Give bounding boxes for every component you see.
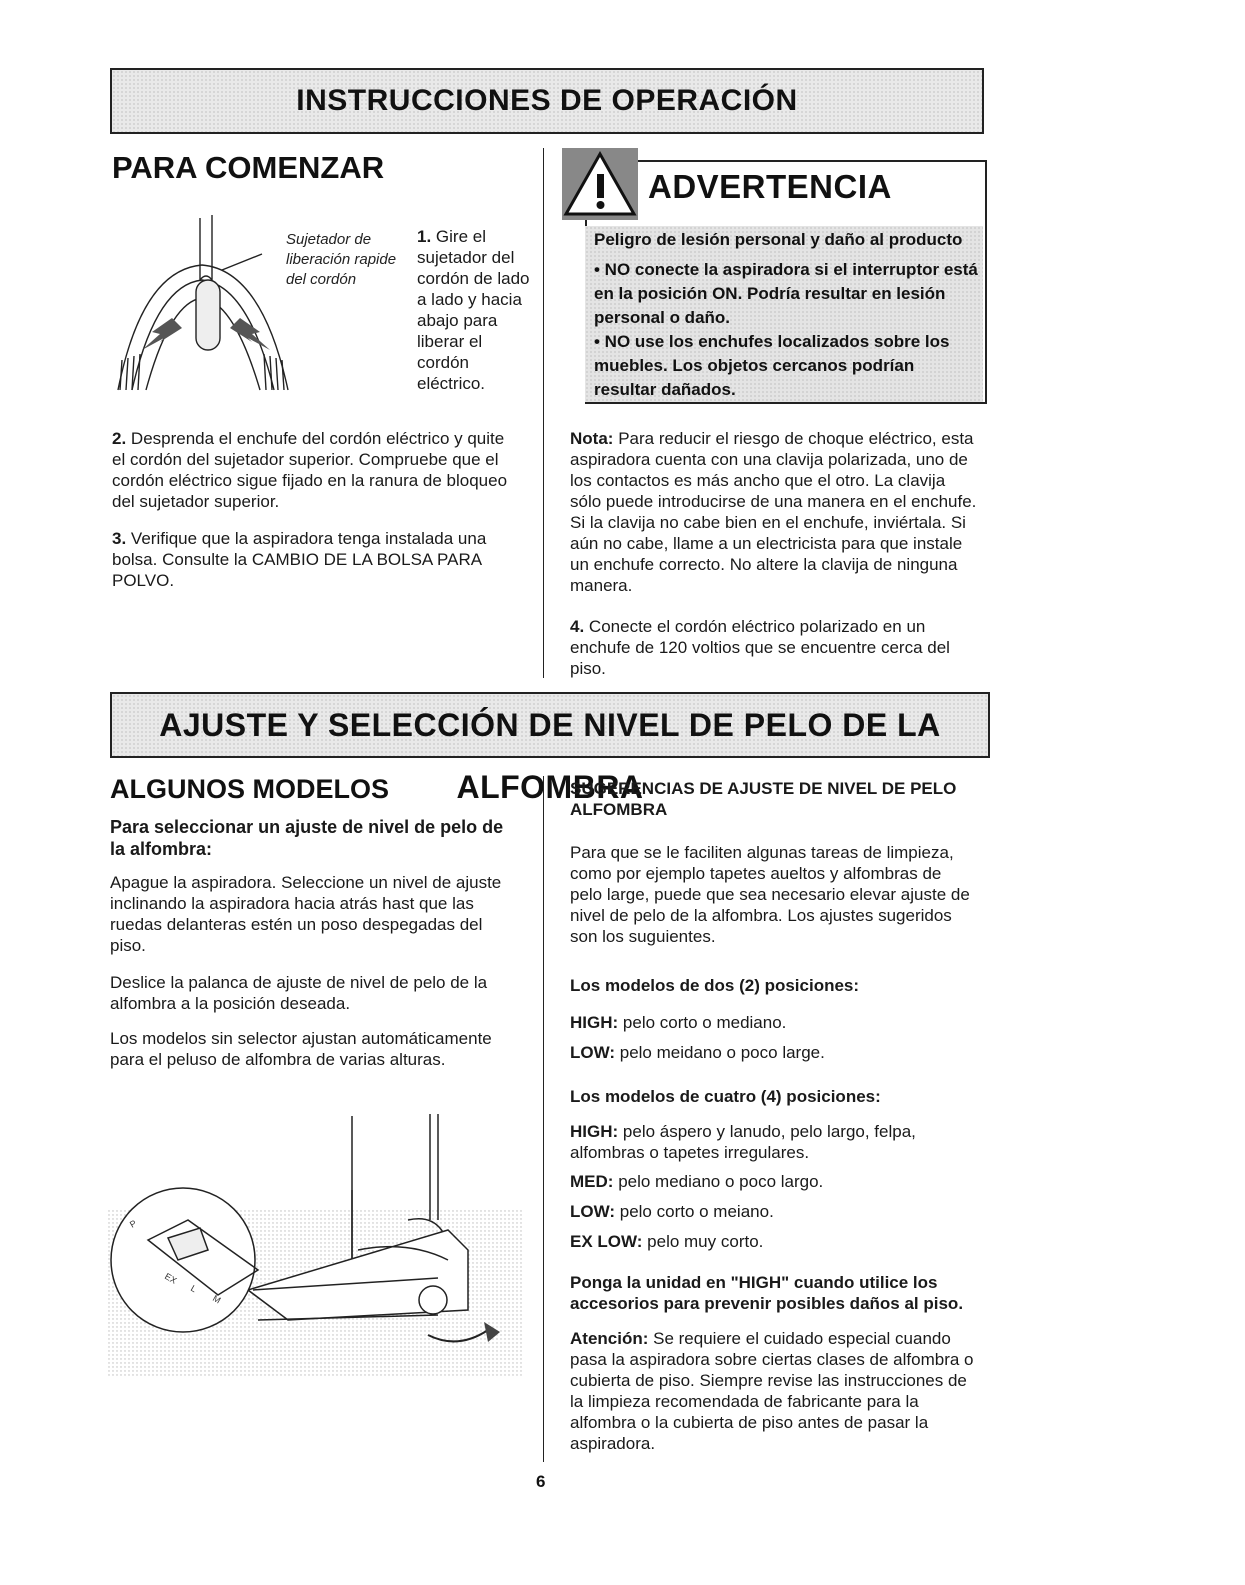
algunos-paragraph-2: Deslice la palanca de ajuste de nivel de pelo de la alfombra a la posición deseada. (110, 973, 488, 1013)
high-accessories-note: Ponga la unidad en "HIGH" cuando utilice los accesorios para prevenir posibles daños al piso. (570, 1273, 964, 1313)
four-positions-low (570, 1201, 978, 1222)
svg-text:EX: EX (163, 1271, 179, 1286)
warning-bullet-1: • NO conecte la aspiradora si el interruptor está en la posición ON. Podría resultar en lesión personal o daño. (594, 260, 978, 327)
svg-text:M: M (211, 1293, 223, 1306)
svg-text:L: L (189, 1283, 199, 1295)
two-positions-low (570, 1042, 978, 1063)
step-4 (570, 616, 978, 679)
four-positions-exlow (570, 1231, 978, 1252)
page-number: 6 (536, 1472, 546, 1491)
atencion-label: Atención: (570, 1329, 649, 1348)
section-banner-operacion: INSTRUCCIONES DE OPERACIÓN (110, 68, 984, 134)
column-divider-top (543, 148, 544, 678)
four-high-label: HIGH: (570, 1122, 619, 1141)
two-positions-heading: Los modelos de dos (2) posiciones: (570, 976, 860, 995)
step-4-text: Conecte el cordón eléctrico polarizado en un enchufe de 120 voltios que se encuentre cerca del piso. (570, 617, 950, 678)
cord-clip-caption: Sujetador de liberación rapide del cordón (286, 231, 397, 288)
step-3-number: 3. (112, 529, 127, 548)
four-low-text: pelo corto o meiano. (619, 1202, 774, 1221)
column-divider-bottom (543, 776, 544, 1462)
sugerencias-heading: SUGERENCIAS DE AJUSTE DE NIVEL DE PELO ALFOMBRA (570, 779, 957, 819)
warning-title: ADVERTENCIA (648, 168, 892, 205)
nota-label: Nota: (570, 429, 614, 448)
cord-release-illustration (112, 210, 292, 400)
step-1 (417, 226, 532, 394)
step-3-text: Verifique que la aspiradora tenga instalada una bolsa. Consulte la CAMBIO DE LA BOLSA PARA POLVO. (112, 529, 487, 590)
warning-bullet-2: • NO use los enchufes localizados sobre los muebles. Los objetos cercanos podrían resultar dañados. (594, 332, 950, 399)
four-positions-high (570, 1121, 982, 1163)
algunos-paragraph-1: Apague la aspiradora. Seleccione un nivel de ajuste inclinando la aspiradora hacia atrás hast que las ruedas delanteras estén un poso despegadas del piso. (110, 873, 502, 955)
nota-text: Para reducir el riesgo de choque eléctrico, esta aspiradora cuenta con una clavija polarizada, uno de los contactos es más ancho que el otro. La clavija sólo puede introducirse de una manera en el enchufe. Si la clavija no cabe bien en el enchufe, inviértala. Si aún no cabe, llame a un electricista para que instale un enchufe correcto. No altere la clavija de ninguna manera. (570, 429, 977, 595)
two-low-label: LOW: (570, 1043, 616, 1062)
heading-algunos-modelos: ALGUNOS MODELOS (110, 774, 390, 804)
step-1-number: 1. (417, 227, 432, 246)
four-med-text: pelo mediano o poco largo. (618, 1172, 824, 1191)
four-low-label: LOW: (570, 1202, 616, 1221)
atencion-paragraph (570, 1328, 980, 1454)
two-high-label: HIGH: (570, 1013, 619, 1032)
four-positions-heading: Los modelos de cuatro (4) posiciones: (570, 1087, 881, 1106)
two-positions-high (570, 1012, 978, 1033)
four-med-label: MED: (570, 1172, 614, 1191)
four-exlow-label: EX LOW: (570, 1232, 643, 1251)
warning-triangle-icon (562, 148, 638, 220)
step-4-number: 4. (570, 617, 585, 636)
step-2-number: 2. (112, 429, 127, 448)
svg-text:P: P (128, 1218, 139, 1230)
nota-paragraph (570, 428, 978, 596)
sugerencias-intro: Para que se le faciliten algunas tareas de limpieza, como por ejemplo tapetes aueltos y alfombras de pelo large, puede que sea necesario elevar ajuste de nivel de pelo de la alfombra. Los ajustes sugeridos son los suguientes. (570, 843, 970, 946)
step-2-text: Desprenda el enchufe del cordón eléctrico y quite el cordón del sujetador superior. Compruebe que el cordón eléctrico sigue fijado en la ranura de bloqueo del sujetador superior. (112, 429, 508, 511)
algunos-paragraph-3: Los modelos sin selector ajustan automáticamente para el peluso de alfombra de varias alturas. (110, 1029, 492, 1069)
heading-para-comenzar: PARA COMENZAR (112, 150, 385, 185)
carpet-height-illustration (108, 1110, 528, 1380)
warning-subtitle: Peligro de lesión personal y daño al producto (594, 230, 963, 249)
four-exlow-text: pelo muy corto. (647, 1232, 764, 1251)
step-1-text: Gire el sujetador del cordón de lado a lado y hacia abajo para liberar el cordón eléctrico. (417, 227, 530, 393)
atencion-text: Se requiere el cuidado especial cuando pasa la aspiradora sobre ciertas clases de alfombra o cubierta de piso. Siempre revise las instrucciones de la limpieza recomendada de fabricante para la alfombra o la cubierta de piso antes de pasar la aspiradora. (570, 1329, 974, 1453)
algunos-subheading: Para seleccionar un ajuste de nivel de pelo de la alfombra: (110, 817, 504, 859)
two-low-text: pelo meidano o poco large. (619, 1043, 825, 1062)
step-3 (112, 528, 522, 591)
step-2 (112, 428, 522, 512)
four-high-text: pelo áspero y lanudo, pelo largo, felpa, alfombras o tapetes irregulares. (570, 1122, 916, 1162)
two-high-text: pelo corto o mediano. (622, 1013, 787, 1032)
section-banner-ajuste: AJUSTE Y SELECCIÓN DE NIVEL DE PELO DE LA ALFOMBRA (110, 692, 990, 758)
four-positions-med (570, 1171, 978, 1192)
